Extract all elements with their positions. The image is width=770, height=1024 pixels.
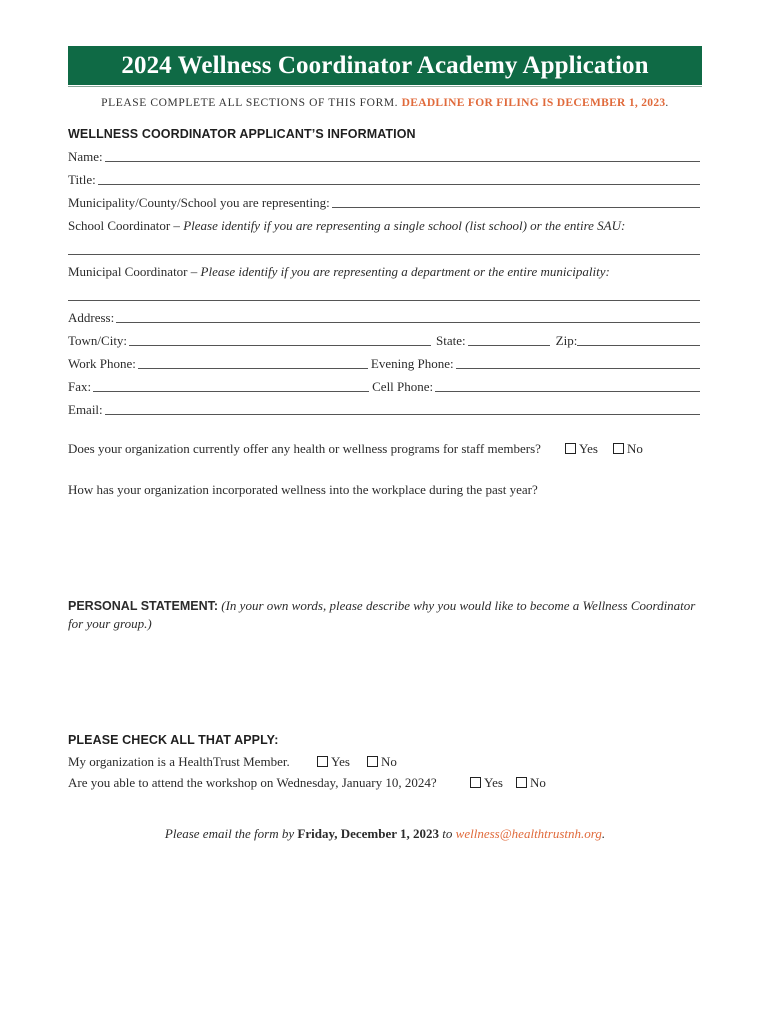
email-field[interactable] bbox=[105, 413, 700, 415]
representing-row bbox=[68, 194, 700, 211]
member-no-label: No bbox=[381, 754, 397, 769]
programs-yes-label: Yes bbox=[579, 441, 598, 456]
title-label: Title: bbox=[68, 172, 96, 187]
workshop-no-label: No bbox=[530, 775, 546, 790]
banner-rule bbox=[68, 86, 702, 87]
phone-row bbox=[68, 355, 700, 372]
municipal-coordinator-label: Municipal Coordinator – bbox=[68, 264, 201, 279]
personal-statement-heading: PERSONAL STATEMENT: bbox=[68, 599, 219, 613]
applicant-info-heading: WELLNESS COORDINATOR APPLICANT’S INFORMATION bbox=[68, 127, 416, 141]
deadline-period: . bbox=[665, 97, 669, 109]
fax-field[interactable] bbox=[93, 390, 369, 392]
school-coordinator-row bbox=[68, 218, 625, 234]
title-field[interactable] bbox=[98, 183, 700, 185]
municipal-coordinator-note: Please identify if you are representing a department or the entire municipality: bbox=[200, 264, 610, 279]
form-title: 2024 Wellness Coordinator Academy Application bbox=[121, 51, 649, 79]
member-yes-label: Yes bbox=[331, 754, 350, 769]
cell-phone-field[interactable] bbox=[435, 390, 700, 392]
footer-middle: to bbox=[439, 826, 456, 841]
town-label: Town/City: bbox=[68, 333, 128, 348]
form-title-banner bbox=[68, 46, 702, 85]
zip-label: Zip: bbox=[555, 333, 578, 348]
workshop-yes-label: Yes bbox=[484, 775, 503, 790]
workshop-question: Are you able to attend the workshop on Wednesday, January 10, 2024? bbox=[68, 775, 437, 790]
email-label: Email: bbox=[68, 402, 103, 417]
programs-no-label: No bbox=[627, 441, 643, 456]
zip-field[interactable] bbox=[577, 344, 700, 346]
personal-statement-prompt: (In your own words, please describe why you would like to become a Wellness Coordinator for your group.) bbox=[68, 598, 696, 631]
workshop-yes-option[interactable] bbox=[470, 775, 503, 791]
member-question: My organization is a HealthTrust Member. bbox=[68, 754, 290, 769]
email-row bbox=[68, 401, 700, 418]
footer-prefix: Please email the form by bbox=[164, 826, 298, 841]
check-all-heading: PLEASE CHECK ALL THAT APPLY: bbox=[68, 733, 279, 747]
programs-no-checkbox[interactable] bbox=[613, 443, 624, 454]
address-field[interactable] bbox=[116, 321, 700, 323]
municipal-coordinator-field[interactable] bbox=[68, 300, 700, 301]
footer-note bbox=[0, 826, 770, 842]
footer-email-link[interactable]: wellness@healthtrustnh.org bbox=[455, 826, 602, 841]
member-yes-option[interactable] bbox=[317, 754, 350, 770]
address-row bbox=[68, 309, 700, 326]
work-phone-label: Work Phone: bbox=[68, 356, 136, 371]
instruction-text: PLEASE COMPLETE ALL SECTIONS OF THIS FORM. bbox=[101, 97, 399, 109]
footer-date: Friday, December 1, 2023 bbox=[297, 826, 440, 841]
town-state-zip-row bbox=[68, 332, 700, 349]
workshop-yes-checkbox[interactable] bbox=[470, 777, 481, 788]
representing-label: Municipality/County/School you are representing: bbox=[68, 195, 330, 210]
instructions bbox=[68, 97, 702, 109]
state-field[interactable] bbox=[468, 344, 550, 346]
state-label: State: bbox=[436, 333, 466, 348]
school-coordinator-note: Please identify if you are representing a single school (list school) or the entire SAU: bbox=[183, 218, 626, 233]
evening-phone-label: Evening Phone: bbox=[370, 356, 454, 371]
personal-statement bbox=[68, 597, 708, 632]
address-label: Address: bbox=[68, 310, 115, 325]
member-no-option[interactable] bbox=[367, 754, 397, 770]
programs-no-option[interactable] bbox=[613, 441, 643, 457]
member-yes-checkbox[interactable] bbox=[317, 756, 328, 767]
programs-yes-checkbox[interactable] bbox=[565, 443, 576, 454]
programs-yes-option[interactable] bbox=[565, 441, 598, 457]
name-field[interactable] bbox=[105, 160, 700, 162]
representing-field[interactable] bbox=[332, 206, 700, 208]
fax-label: Fax: bbox=[68, 379, 92, 394]
work-phone-field[interactable] bbox=[138, 367, 368, 369]
title-row bbox=[68, 171, 700, 188]
school-coordinator-label: School Coordinator – bbox=[68, 218, 184, 233]
incorporated-question: How has your organization incorporated wellness into the workplace during the past year? bbox=[68, 482, 538, 497]
fax-cell-row bbox=[68, 378, 700, 395]
workshop-no-option[interactable] bbox=[516, 775, 546, 791]
name-row bbox=[68, 148, 700, 165]
footer-suffix: . bbox=[601, 826, 606, 841]
name-label: Name: bbox=[68, 149, 103, 164]
member-no-checkbox[interactable] bbox=[367, 756, 378, 767]
municipal-coordinator-row bbox=[68, 264, 610, 280]
evening-phone-field[interactable] bbox=[456, 367, 700, 369]
workshop-no-checkbox[interactable] bbox=[516, 777, 527, 788]
town-field[interactable] bbox=[129, 344, 431, 346]
programs-question: Does your organization currently offer any health or wellness programs for staff members? bbox=[68, 441, 541, 456]
deadline-text: DEADLINE FOR FILING IS DECEMBER 1, 2023 bbox=[401, 97, 666, 109]
cell-phone-label: Cell Phone: bbox=[372, 379, 434, 394]
school-coordinator-field[interactable] bbox=[68, 254, 700, 255]
